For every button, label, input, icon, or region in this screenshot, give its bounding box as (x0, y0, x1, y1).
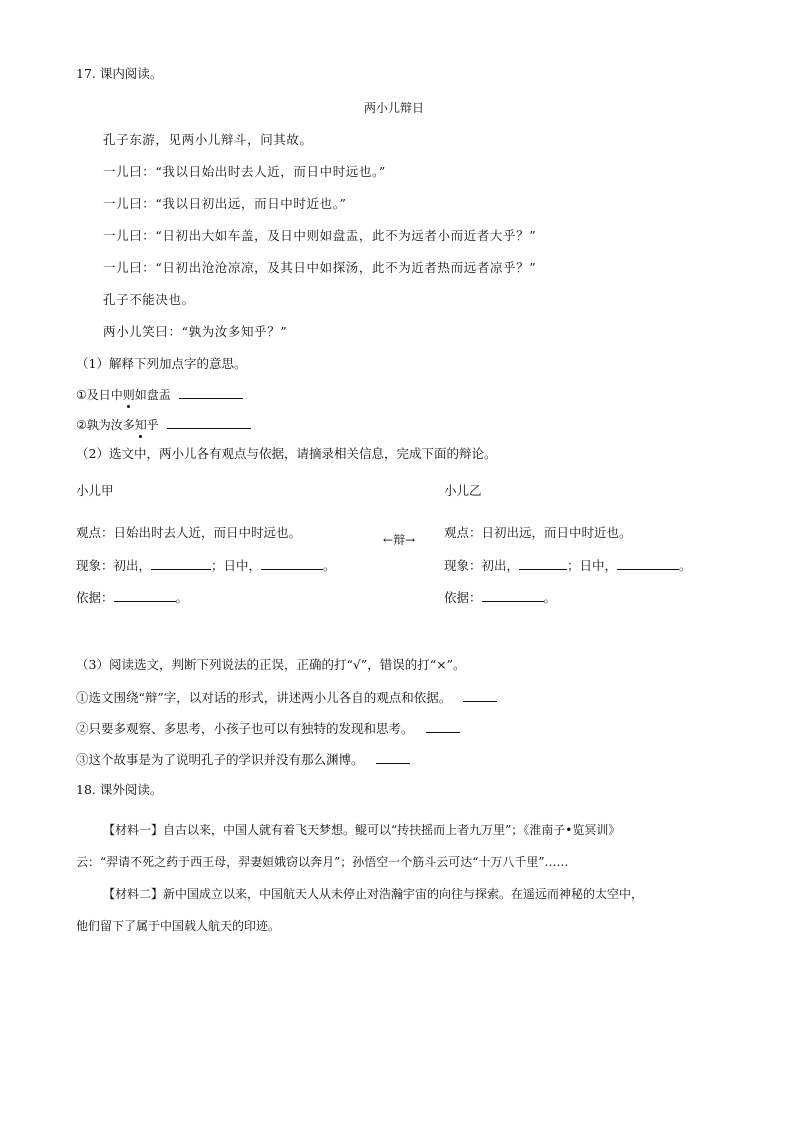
answer-blank[interactable] (519, 557, 567, 570)
left-phenomenon (76, 557, 336, 574)
phenomenon-label: 现象：初出， (76, 558, 152, 573)
right-header: 小儿乙 (444, 483, 482, 498)
passage-line-1: 孔子东游，见两小儿辩斗，问其故。 (103, 132, 313, 147)
answer-blank[interactable] (376, 751, 410, 764)
statement-text: ②只要多观察、多思考，小孩子也可以有独特的发现和思考。 (76, 721, 414, 736)
phenomenon-sep: ；日中， (211, 558, 262, 573)
basis-end: 。 (175, 590, 189, 605)
statement-text: ①选文围绕“辩”字，以对话的形式，讲述两小儿各自的观点和依据。 (76, 690, 452, 705)
answer-blank[interactable] (179, 386, 243, 399)
part1-item-2 (76, 416, 251, 433)
answer-blank[interactable] (151, 557, 211, 570)
right-view: 观点：日初出远，而日中时近也。 (444, 525, 632, 540)
passage-title: 两小儿辩日 (364, 101, 425, 115)
material-2-line-2: 他们留下了属于中国载人航天的印迹。 (76, 919, 281, 933)
answer-blank[interactable] (114, 589, 176, 602)
part1-prompt: （1）解释下列加点字的意思。 (76, 356, 247, 371)
debate-word: 辩 (393, 533, 406, 547)
basis-label: 依据： (76, 590, 114, 605)
item-number: ② (76, 418, 87, 432)
answer-blank[interactable] (482, 589, 544, 602)
dotted-char: 则 (122, 388, 135, 402)
part1-item-1 (76, 386, 243, 403)
left-arrow-icon: ← (383, 533, 394, 547)
question-18-title: 18. 课外阅读。 (76, 782, 163, 797)
passage-line-4: 一儿曰：“日初出大如车盖，及日中则如盘盂，此不为远者小而近者大乎？” (103, 228, 537, 243)
item-text-post: 如盘盂 (134, 388, 171, 402)
material-1-line-1: 【材料一】自古以来，中国人就有着飞天梦想。鲲可以“抟扶摇而上者九万里”；《淮南子•览冥训》 (103, 823, 621, 837)
answer-blank[interactable] (617, 557, 679, 570)
answer-blank[interactable] (463, 689, 497, 702)
answer-blank[interactable] (167, 416, 251, 429)
part3-item-2 (76, 720, 460, 737)
passage-line-3: 一儿曰：“我以日初出远，而日中时近也。” (103, 196, 347, 211)
phenomenon-label: 现象：初出， (444, 558, 520, 573)
statement-text: ③这个故事是为了说明孔子的学识并没有那么渊博。 (76, 752, 364, 767)
left-view: 观点：日始出时去人近，而日中时远也。 (76, 525, 302, 540)
material-1-line-2: 云：“羿请不死之药于西王母，羿妻姮娥窃以奔月”；孙悟空一个筋斗云可达“十万八千里”…… (76, 855, 569, 869)
left-header: 小儿甲 (76, 483, 114, 498)
passage-line-7: 两小儿笑曰：“孰为汝多知乎？” (103, 324, 288, 339)
phenomenon-end: 。 (323, 558, 336, 573)
dotted-char: 知 (134, 418, 147, 432)
right-phenomenon (444, 557, 692, 574)
passage-line-5: 一儿曰：“日初出沧沧凉凉，及其日中如探汤，此不为近者热而远者凉乎？” (103, 260, 537, 275)
material-2-line-1: 【材料二】新中国成立以来，中国航天人从未停止对浩瀚宇宙的向往与探索。在遥远而神秘的太空中， (103, 887, 644, 901)
passage-line-6: 孔子不能决也。 (103, 292, 195, 307)
part3-prompt: （3）阅读选文，判断下列说法的正误，正确的打“√”，错误的打“×”。 (76, 657, 466, 672)
debate-arrow (383, 532, 415, 548)
part3-item-1 (76, 689, 497, 706)
part3-item-3 (76, 751, 410, 768)
part2-prompt: （2）选文中，两小儿各有观点与依据，请摘录相关信息，完成下面的辩论。 (76, 446, 497, 461)
right-basis (444, 589, 556, 606)
answer-blank[interactable] (261, 557, 323, 570)
left-basis (76, 589, 188, 606)
right-arrow-icon: → (405, 533, 416, 547)
basis-label: 依据： (444, 590, 482, 605)
passage-line-2: 一儿曰：“我以日始出时去人近，而日中时远也。” (103, 164, 386, 179)
item-text-pre: 孰为汝多 (86, 418, 135, 432)
item-text-pre: 及日中 (86, 388, 123, 402)
item-text-post: 乎 (146, 418, 159, 432)
question-17-title: 17. 课内阅读。 (76, 66, 163, 81)
phenomenon-sep: ；日中， (567, 558, 618, 573)
basis-end: 。 (543, 590, 557, 605)
item-number: ① (76, 388, 87, 402)
phenomenon-end: 。 (679, 558, 692, 573)
answer-blank[interactable] (426, 720, 460, 733)
